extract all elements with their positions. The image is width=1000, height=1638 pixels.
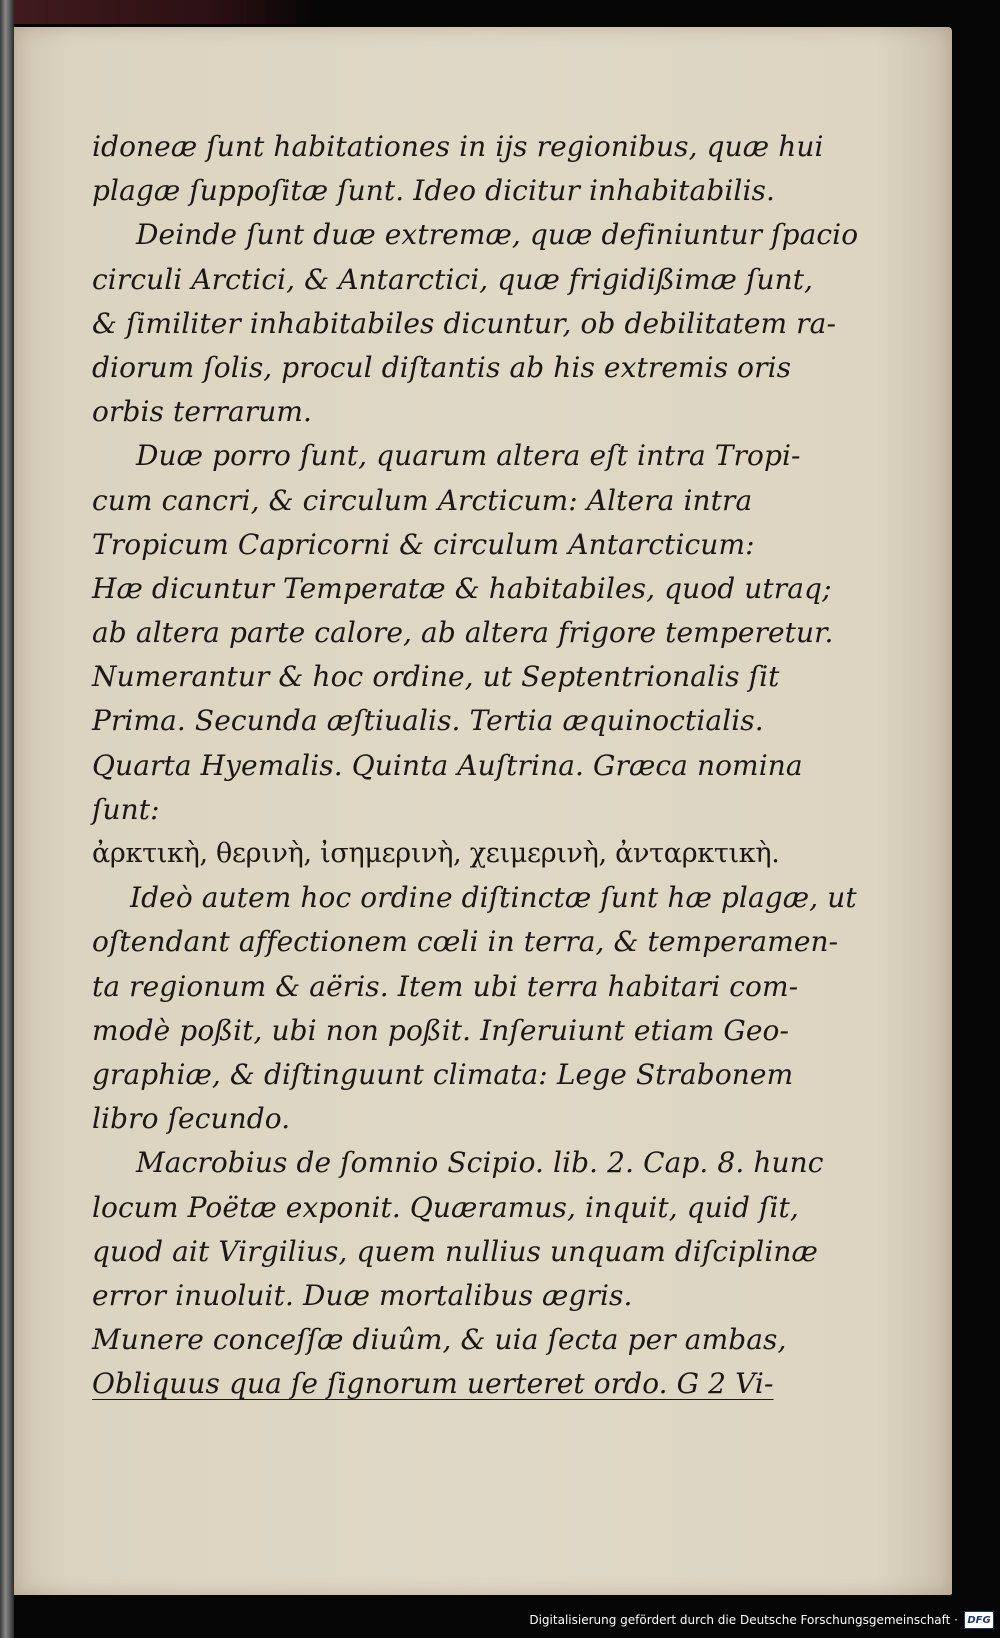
- text-line: cum cancri, & circulum Arcticum: Altera intra: [92, 483, 753, 517]
- text-line: Deinde ſunt duæ extremæ, quæ definiuntur ſpacio: [136, 218, 859, 252]
- text-line: Ideò autem hoc ordine diſtinctæ ſunt hæ plagæ, ut: [130, 881, 857, 915]
- book-spine-edge: [0, 0, 14, 1638]
- text-line: error inuoluit. Duæ mortalibus ægris.: [92, 1278, 633, 1312]
- text-line: libro ſecundo.: [92, 1102, 291, 1136]
- text-line: Prima. Secunda æſtiualis. Tertia æquinoctialis.: [92, 704, 764, 738]
- book-page: [14, 27, 952, 1595]
- text-line: quod ait Virgilius, quem nullius unquam diſciplinæ: [92, 1234, 818, 1268]
- page-text-block: [92, 125, 859, 1406]
- text-line: diorum ſolis, procul diſtantis ab his extremis oris: [92, 350, 792, 384]
- text-line-catchword: Obliquus qua ſe ſignorum uerteret ordo. G 2 Vi-: [92, 1367, 774, 1401]
- text-line: idoneæ ſunt habitationes in ijs regionibus, quæ hui: [92, 130, 824, 163]
- dfg-logo-icon: DFG: [964, 1611, 994, 1629]
- text-line: ſunt:: [92, 792, 160, 826]
- text-line: orbis terrarum.: [92, 395, 313, 429]
- text-line: Macrobius de ſomnio Scipio. lib. 2. Cap. 8. hunc: [136, 1146, 824, 1180]
- text-line: graphiæ, & diſtinguunt climata: Lege Strabonem: [92, 1057, 794, 1091]
- text-line: locum Poëtæ exponit. Quæramus, inquit, quid ſit,: [92, 1190, 799, 1224]
- text-line: oſtendant affectionem cœli in terra, & temperamen-: [92, 925, 839, 959]
- text-line: Munere conceſſæ diuûm, & uia ſecta per ambas,: [92, 1323, 787, 1357]
- text-line: ta regionum & aëris. Item ubi terra habitari com-: [92, 969, 799, 1003]
- text-line: plagæ ſuppoſitæ ſunt. Ideo dicitur inhabitabilis.: [92, 174, 775, 208]
- digitization-credit: [529, 1609, 994, 1631]
- text-line: Hæ dicuntur Temperatæ & habitabiles, quod utraq;: [92, 571, 832, 605]
- text-line: Tropicum Capricorni & circulum Antarcticum:: [92, 527, 755, 561]
- binding-band: [14, 0, 314, 24]
- greek-text-line: ἀρκτικὴ, θερινὴ, ἰσημερινὴ, χειμερινὴ, ἀνταρκτικὴ.: [92, 838, 780, 869]
- text-line: circuli Arctici, & Antarctici, quæ frigidißimæ ſunt,: [92, 262, 814, 296]
- text-line: Numerantur & hoc ordine, ut Septentrionalis ſit: [92, 660, 780, 694]
- text-line: ab altera parte calore, ab altera frigore temperetur.: [92, 616, 834, 650]
- text-line: Duæ porro ſunt, quarum altera eſt intra Tropi-: [136, 439, 801, 473]
- text-line: Quarta Hyemalis. Quinta Auſtrina. Græca nomina: [92, 748, 803, 782]
- credit-text: Digitalisierung gefördert durch die Deutsche Forschungsgemeinschaft ·: [529, 1613, 958, 1627]
- text-line: modè poßit, ubi non poßit. Inſeruiunt etiam Geo-: [92, 1013, 790, 1047]
- text-line: & ſimiliter inhabitabiles dicuntur, ob debilitatem ra-: [92, 306, 837, 340]
